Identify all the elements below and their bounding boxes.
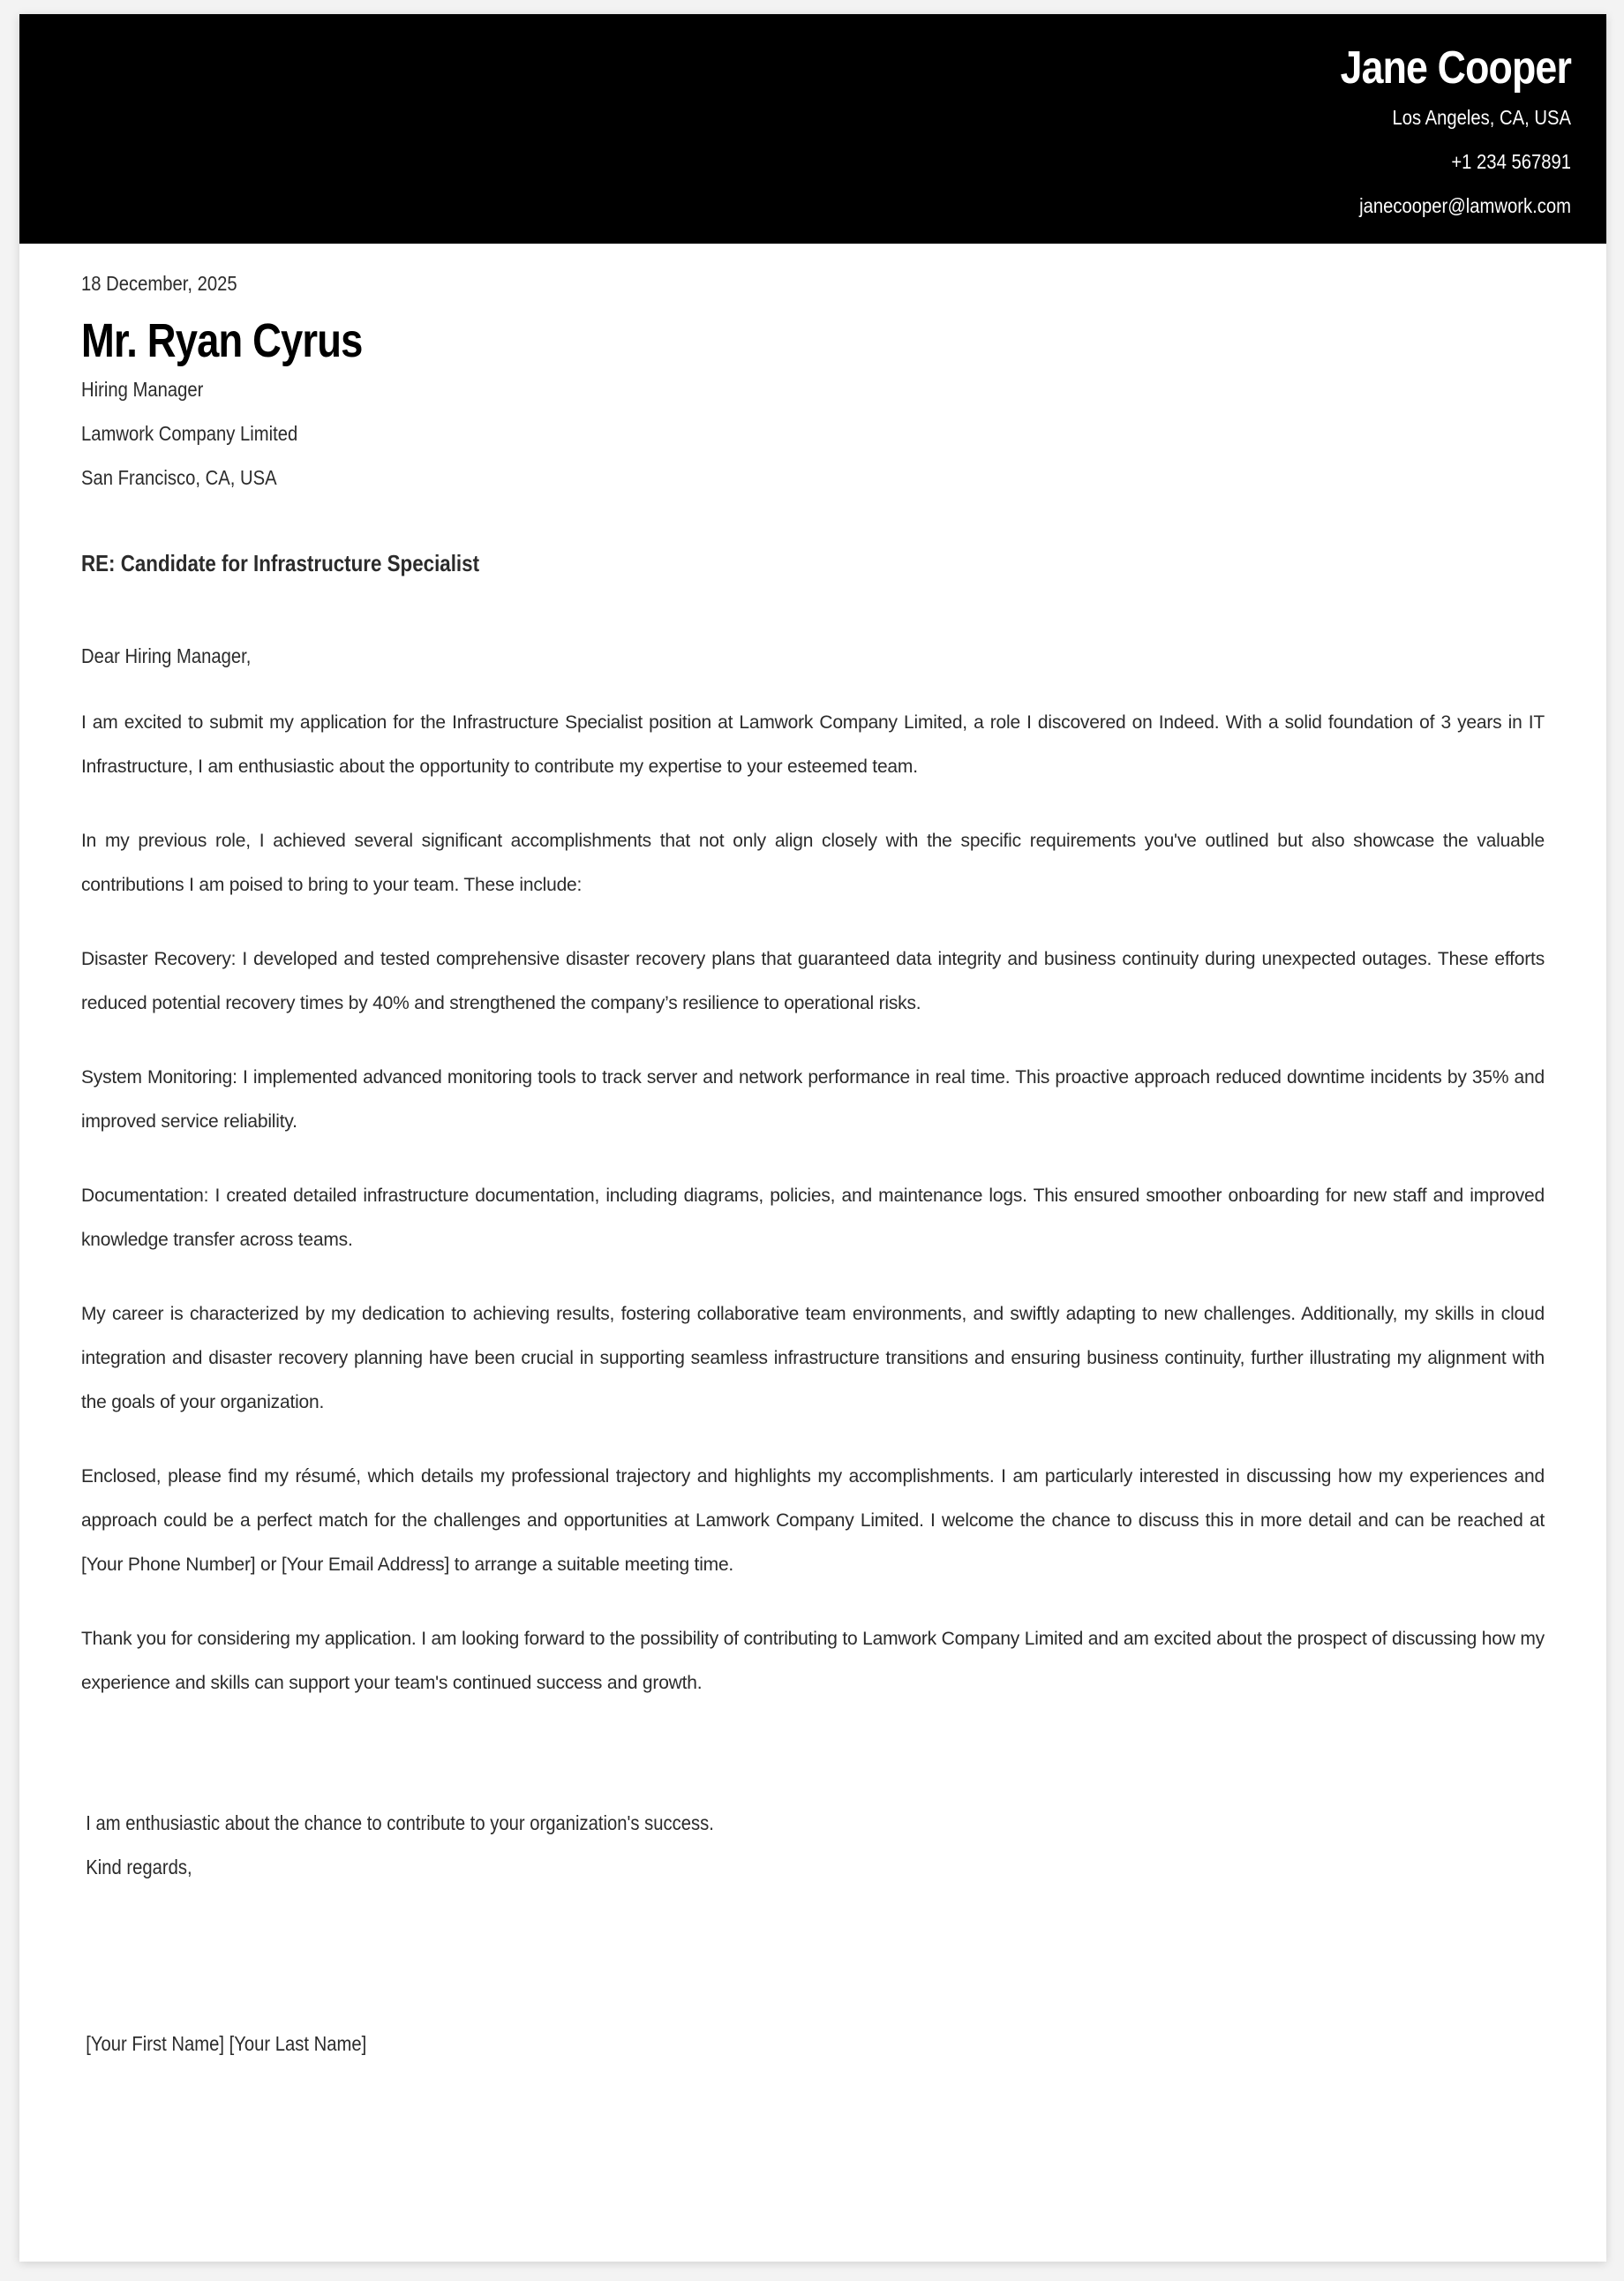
recipient-title: Hiring Manager — [81, 378, 204, 401]
letter-header — [19, 14, 1606, 244]
sender-name: Jane Cooper — [1340, 42, 1571, 94]
paragraph: System Monitoring: I implemented advanced monitoring tools to track server and network performance in real time. This proactive approach reduced downtime incidents by 35% and improved service reliability. — [81, 1067, 1545, 1132]
closing-block — [81, 1801, 1369, 1889]
closing-signoff: Kind regards, — [86, 1856, 192, 1878]
recipient-name: Mr. Ryan Cyrus — [81, 314, 363, 367]
sender-email: janecooper@lamwork.com — [1359, 194, 1571, 217]
letter-body — [19, 270, 1606, 2066]
paragraph: Disaster Recovery: I developed and tested comprehensive disaster recovery plans that guaranteed data integrity and business continuity during unexpected outages. These efforts reduced potential recovery times by 40% and strengthened the company’s resilience to operational risks. — [81, 949, 1545, 1013]
letter-subject: RE: Candidate for Infrastructure Specialist — [81, 550, 480, 576]
salutation: Dear Hiring Manager, — [81, 644, 252, 667]
paragraph: Thank you for considering my application. I am looking forward to the possibility of contributing to Lamwork Company Limited and am excited about the prospect of discussing how my experience and skills can support your team's continued success and growth. — [81, 1629, 1545, 1693]
sender-phone: +1 234 567891 — [1451, 150, 1571, 173]
paragraph: In my previous role, I achieved several significant accomplishments that not only align closely with the specific requirements you've outlined but also showcase the valuable contributions I am poised to bring to your team. These include: — [81, 831, 1545, 895]
paragraph: I am excited to submit my application for the Infrastructure Specialist position at Lamwork Company Limited, a role I discovered on Indeed. With a solid foundation of 3 years in IT Infrastructure, I am enthusiastic about the opportunity to contribute my expertise to your esteemed team. — [81, 712, 1545, 777]
closing-line: I am enthusiastic about the chance to contribute to your organization's success. — [86, 1811, 714, 1834]
recipient-company: Lamwork Company Limited — [81, 422, 298, 445]
cover-letter-page — [19, 14, 1606, 2262]
paragraph: My career is characterized by my dedication to achieving results, fostering collaborative team environments, and swiftly adapting to new challenges. Additionally, my skills in cloud integration and disaster recovery planning have been crucial in supporting seamless infrastructure transitions and ensuring business continuity, further illustrating my alignment with the goals of your organization. — [81, 1304, 1545, 1412]
letter-date: 18 December, 2025 — [81, 272, 237, 295]
sender-location: Los Angeles, CA, USA — [1392, 106, 1571, 129]
signature-name: [Your First Name] [Your Last Name] — [86, 2032, 367, 2055]
paragraph: Enclosed, please find my résumé, which details my professional trajectory and highlights my accomplishments. I am particularly interested in discussing how my experiences and approach could be a perfect match for the challenges and opportunities at Lamwork Company Limited. I welcome the chance to discuss this in more detail and can be reached at [Your Phone Number] or [Your Email Address] to arrange a suitable meeting time. — [81, 1466, 1545, 1575]
paragraph: Documentation: I created detailed infrastructure documentation, including diagrams, policies, and maintenance logs. This ensured smoother onboarding for new staff and improved knowledge transfer across teams. — [81, 1186, 1545, 1250]
recipient-location: San Francisco, CA, USA — [81, 466, 277, 489]
